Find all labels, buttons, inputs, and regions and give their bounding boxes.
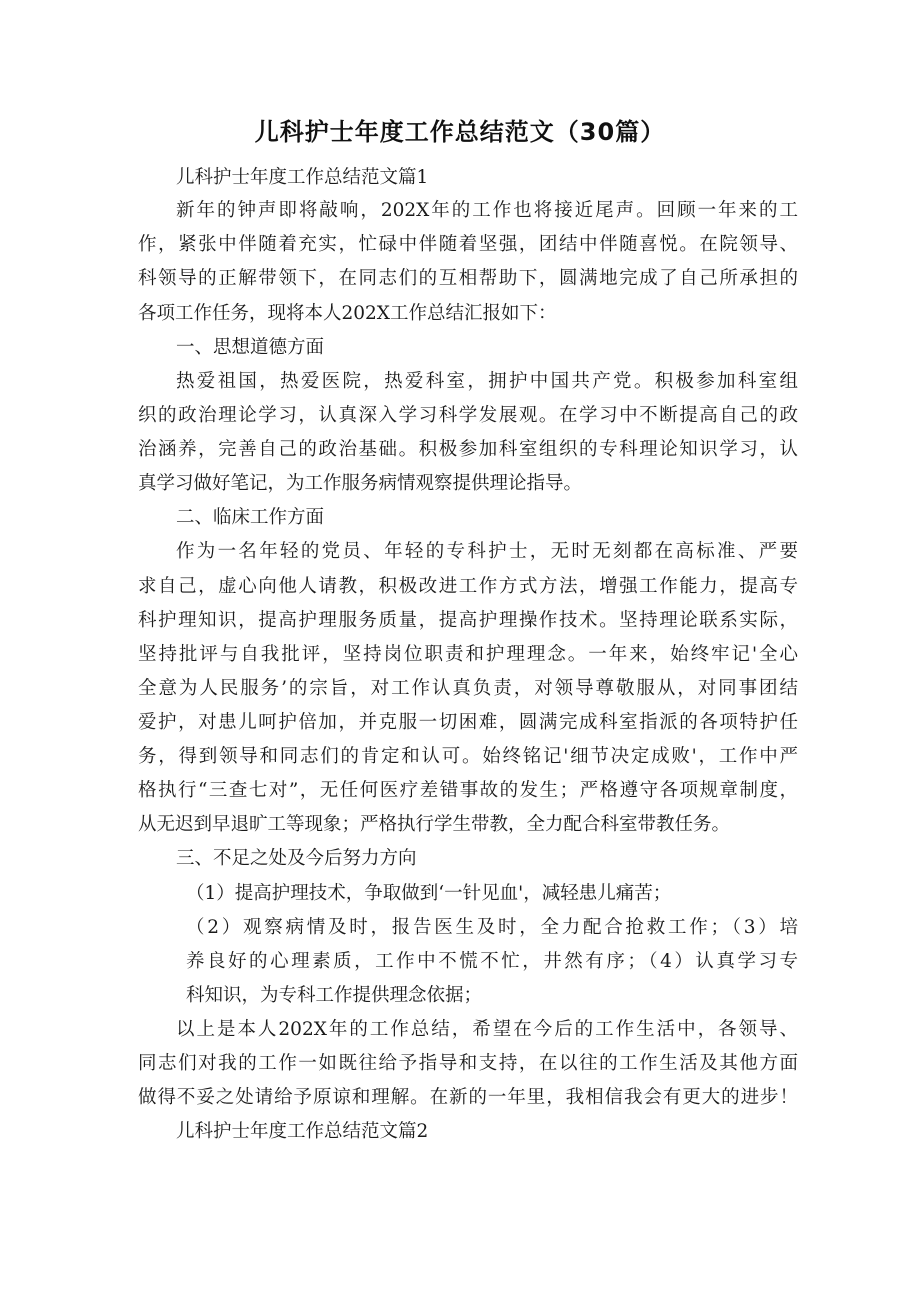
list-item: （1）提高护理技术，争取做到‘一针见血'，减轻患儿痛苦； xyxy=(186,883,672,904)
paragraph-line: 求自己，虚心向他人请教，积极改进工作方式方法，增强工作能力，提高专 xyxy=(138,576,798,597)
subheading-2: 二、临床工作方面 xyxy=(176,507,325,528)
paragraph-line: 做得不妥之处请给予原谅和理解。在新的一年里，我相信我会有更大的进步！ xyxy=(138,1087,798,1108)
paragraph-line: 同志们对我的工作一如既往给予指导和支持，在以往的工作生活及其他方面 xyxy=(138,1053,798,1074)
paragraph-line: 务，得到领导和同志们的肯定和认可。始终铭记'细节决定成败'，工作中严 xyxy=(138,746,798,767)
paragraph-line: 从无迟到早退旷工等现象；严格执行学生带教，全力配合科室带教任务。 xyxy=(138,814,731,835)
list-item: 养良好的心理素质，工作中不慌不忙，井然有序；（4）认真学习专 xyxy=(186,951,798,972)
paragraph-line: 科护理知识，提高护理服务质量，提高护理操作技术。坚持理论联系实际， xyxy=(138,610,798,631)
paragraph-line: 坚持批评与自我批评，坚持岗位职责和护理理念。一年来，始终牢记'全心 xyxy=(138,644,798,665)
subheading-3: 三、不足之处及今后努力方向 xyxy=(176,848,417,869)
paragraph-line: 格执行“三查七对”，无任何医疗差错事故的发生；严格遵守各项规章制度， xyxy=(138,780,798,801)
paragraph-line: 热爱祖国，热爱医院，热爱科室，拥护中国共产党。积极参加科室组 xyxy=(176,371,798,392)
document-title: 儿科护士年度工作总结范文（30篇） xyxy=(254,118,666,146)
section-heading-1: 儿科护士年度工作总结范文篇1 xyxy=(176,167,429,188)
list-item: 科知识，为专科工作提供理念依据； xyxy=(186,985,483,1006)
section-heading-2: 儿科护士年度工作总结范文篇2 xyxy=(176,1121,429,1142)
paragraph-line: 以上是本人202X年的工作总结，希望在今后的工作生活中，各领导、 xyxy=(176,1019,798,1040)
paragraph-line: 全意为人民服务’的宗旨，对工作认真负责，对领导尊敬服从，对同事团结 xyxy=(138,678,798,699)
paragraph-line: 真学习做好笔记，为工作服务病情观察提供理论指导。 xyxy=(138,473,583,494)
paragraph-line: 治涵养，完善自己的政治基础。积极参加科室组织的专科理论知识学习，认 xyxy=(138,439,798,460)
paragraph-line: 各项工作任务，现将本人202X工作总结汇报如下： xyxy=(138,303,557,324)
paragraph-line: 新年的钟声即将敲响，202X年的工作也将接近尾声。回顾一年来的工 xyxy=(176,200,798,221)
paragraph-line: 作为一名年轻的党员、年轻的专科护士，无时无刻都在高标准、严要 xyxy=(176,541,798,562)
paragraph-line: 爱护，对患儿呵护倍加，并克服一切困难，圆满完成科室指派的各项特护任 xyxy=(138,712,798,733)
paragraph-line: 织的政治理论学习，认真深入学习科学发展观。在学习中不断提高自己的政 xyxy=(138,405,798,426)
list-item: （2）观察病情及时，报告医生及时，全力配合抢救工作；（3）培 xyxy=(186,917,798,938)
paragraph-line: 科领导的正解带领下，在同志们的互相帮助下，圆满地完成了自己所承担的 xyxy=(138,268,798,289)
subheading-1: 一、思想道德方面 xyxy=(176,337,325,358)
paragraph-line: 作，紧张中伴随着充实，忙碌中伴随着坚强，团结中伴随喜悦。在院领导、 xyxy=(138,234,798,255)
